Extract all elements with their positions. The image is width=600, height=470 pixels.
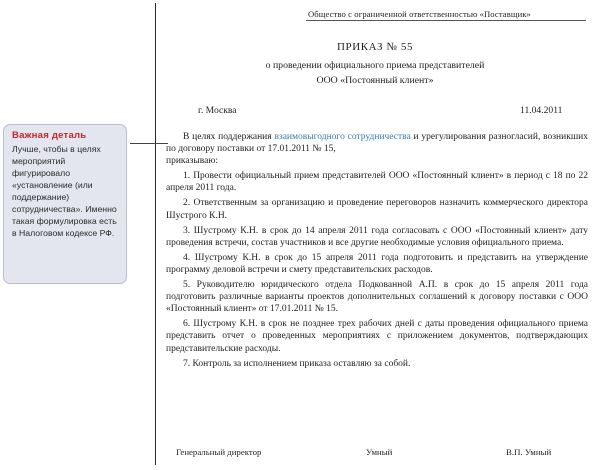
preamble-text: В целях поддержания bbox=[183, 132, 275, 142]
organization-underline bbox=[306, 20, 586, 21]
order-subject bbox=[156, 58, 594, 88]
order-title: ПРИКАЗ № 55 bbox=[336, 41, 414, 53]
order-item: 7. Контроль за исполнением приказа оставляю за собой. bbox=[183, 358, 411, 369]
order-date: 11.04.2011 bbox=[520, 105, 563, 116]
signatory-position: Генеральный директор bbox=[176, 447, 262, 457]
order-item: 2. Ответственным за организацию и проведение переговоров назначить коммерческого директора Шустрого К.Н. bbox=[166, 198, 588, 221]
order-word: приказываю: bbox=[166, 156, 219, 167]
order-subject-line-2: ООО «Постоянный клиент» bbox=[316, 75, 434, 86]
signatory-name: В.П. Умный bbox=[506, 447, 552, 457]
order-city: г. Москва bbox=[198, 105, 237, 116]
order-item: 4. Шустрому К.Н. в срок до 15 апреля 2011 года подготовить и представить на утверждение программу деловой встречи и смету представительских расходов. bbox=[166, 252, 588, 275]
callout-title: Важная деталь bbox=[12, 130, 87, 141]
preamble-paragraph bbox=[166, 131, 588, 155]
order-item: 6. Шустрому К.Н. в срок не позднее трех рабочих дней с даты проведения официального приема представить отчет о проведенных мероприятиях с приложением документов, подтверждающих представительские расходы. bbox=[166, 319, 588, 354]
important-detail-callout bbox=[3, 124, 127, 284]
order-item: 5. Руководителю юридического отдела Подкованной А.П. в срок до 15 апреля 2011 года подготовить различные варианты проектов дополнительных соглашений к договору поставки с ООО «Постоянный клиент» от 17.01.2011 № 15. bbox=[166, 280, 588, 315]
preamble-text-continued: и урегулирования разногласий, возникших по договору поставки от 17.01.2011 № 15, bbox=[166, 132, 588, 155]
callout-text: Лучше, чтобы в целях мероприятий фигурировало «установление (или поддержание) сотрудничества». Именно такая формулировка есть в Налоговом кодексе РФ. bbox=[12, 144, 117, 238]
order-item: 3. Шустрому К.Н. в срок до 14 апреля 2011 года согласовать с ООО «Постоянный клиент» дату проведения встречи, состав участников и все другие необходимые условия официального приема. bbox=[166, 225, 588, 248]
signature-row bbox=[176, 447, 594, 459]
callout-connector-line bbox=[130, 143, 168, 144]
order-body bbox=[166, 131, 588, 373]
organization-name: Общество с ограниченной ответственностью «Поставщик» bbox=[308, 9, 531, 19]
order-item: 1. Провести официальный прием представителей ООО «Постоянный клиент» в период с 18 по 22 апреля 2011 года. bbox=[166, 171, 588, 194]
order-document bbox=[155, 3, 593, 465]
order-subject-line-1: о проведении официального приема представителей bbox=[265, 60, 485, 71]
highlighted-phrase: взаимовыгодного сотрудничества bbox=[274, 132, 411, 142]
signature: Умный bbox=[366, 447, 393, 457]
